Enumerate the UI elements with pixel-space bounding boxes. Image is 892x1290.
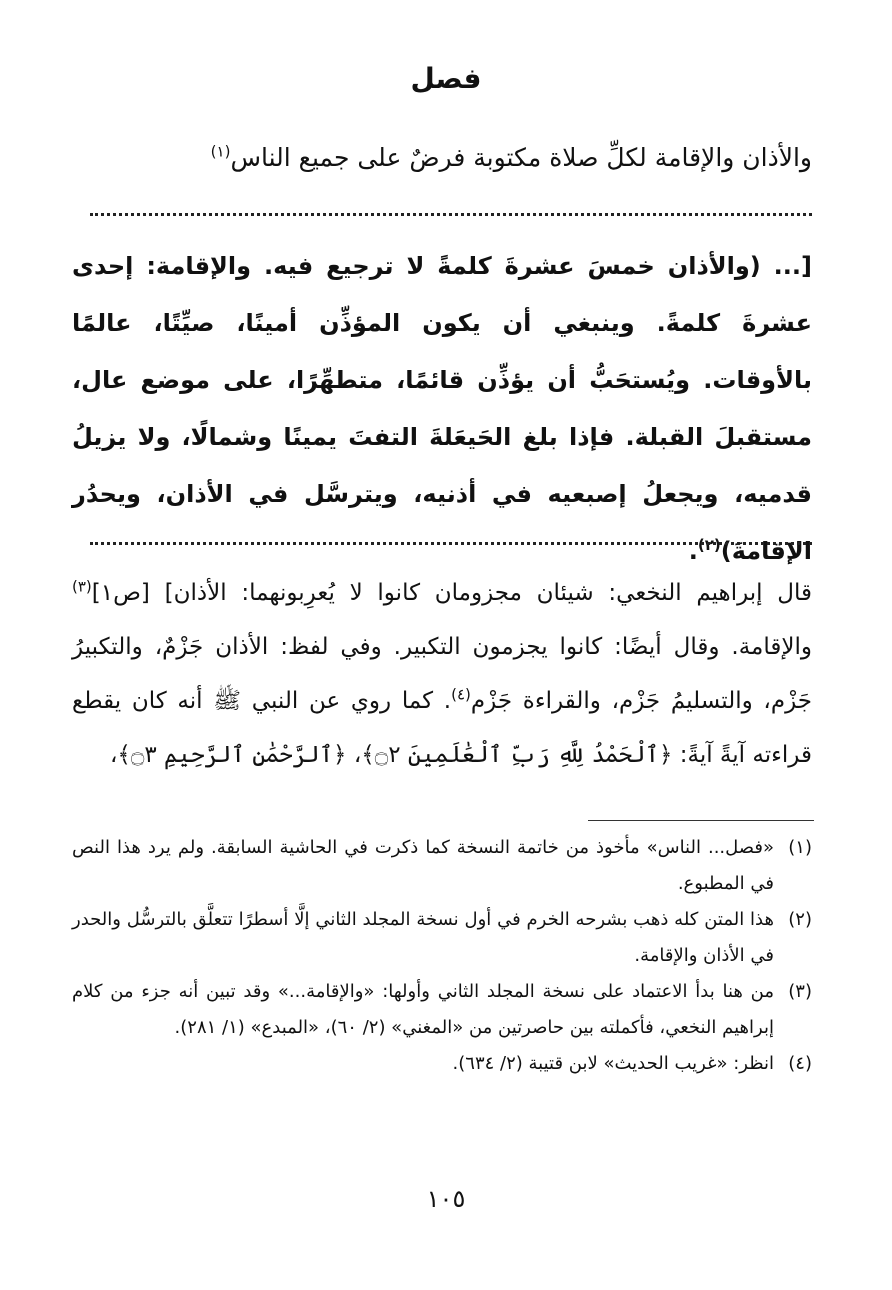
commentary-tail: ، [109,742,118,768]
section-heading: فصل [410,62,482,95]
verse-separator: ، [346,742,362,768]
dotted-separator [90,542,812,545]
footnote-number: (٤) [788,1053,812,1074]
footnote-number: (١) [788,837,812,858]
footnote-marker-2: (٢) [697,536,721,554]
footnote-number: (٢) [788,909,812,930]
footnote-text: من هنا بدأ الاعتماد على نسخة المجلد الثاني وأولها: «والإقامة...» وقد تبين أنه جزء من كلام إبراهيم النخعي، فأكملته بين حاصرتين من «المغني» (٢/ ٦٠)، «المبدع» (١/ ٢٨١). [72,981,774,1038]
footnote-marker-1: (١) [210,142,231,161]
quran-verse-2: ﴿ٱلرَّحْمَٰنِ ٱلرَّحِيمِ ۝٣﴾ [117,742,347,768]
matn-text [72,128,812,188]
sharh-end: . [688,537,698,565]
footnote-marker-4: (٤) [451,685,471,704]
commentary-part-2: والإقامة. وقال أيضًا: كانوا يجزمون التكبير. وفي لفظ: الأذان جَزْمٌ، والتكبيرُ جَزْم، والتسليمُ جَزْم، والقراءة جَزْم [72,634,812,714]
footnote-marker-3: (٣) [72,577,92,596]
footnote-rule [588,820,814,821]
footnote-4 [72,1046,812,1082]
matn-body: والأذان والإقامة لكلِّ صلاة مكتوبة فرضٌ على جميع الناس [230,143,812,172]
commentary-part-1: قال إبراهيم النخعي: شيئان مجزومان كانوا لا يُعرِبونهما: الأذان] [ص١] [91,580,812,606]
sharh-text [72,238,812,580]
footnote-1 [72,830,812,902]
page-number: ١٠٥ [426,1185,466,1213]
footnote-text: انظر: «غريب الحديث» لابن قتيبة (٢/ ٦٣٤). [452,1053,774,1074]
commentary-text [72,566,812,782]
footnote-text: هذا المتن كله ذهب بشرحه الخرم في أول نسخة المجلد الثاني إلَّا أسطرًا تتعلَّق بالترسُّل والحدر في الأذان والإقامة. [72,909,774,966]
footnote-2 [72,902,812,974]
sharh-body: [... (والأذان خمسَ عشرةَ كلمةً لا ترجيع فيه. والإقامة: إحدى عشرةَ كلمةً. وينبغي أن يكون المؤذِّن أمينًا، صيِّتًا، عالمًا بالأوقات. ويُستحَبُّ أن يؤذِّن قائمًا، متطهِّرًا، على موضع عال، مستقبلَ القبلة. فإذا بلغ الحَيعَلةَ التفتَ يمينًا وشمالًا، ولا يزيلُ قدميه، ويجعلُ إصبعيه في أذنيه، ويترسَّل في الأذان، ويحدُر الإقامةَ) [72,252,812,565]
footnote-text: «فصل... الناس» مأخوذ من خاتمة النسخة كما ذكرت في الحاشية السابقة. ولم يرد هذا النص في المطبوع. [72,837,774,894]
footnote-number: (٣) [788,981,812,1002]
quran-verse-1: ﴿ٱلْحَمْدُ لِلَّهِ رَبِّ ٱلْعَٰلَمِينَ ۝٢﴾ [361,742,673,768]
dotted-separator [90,213,812,216]
commentary-part-3: . كما روي عن النبي ﷺ أنه كان يقطع قراءته آيةً آيةً: [72,688,812,768]
footnote-3 [72,974,812,1046]
footnotes-list [72,830,812,1082]
